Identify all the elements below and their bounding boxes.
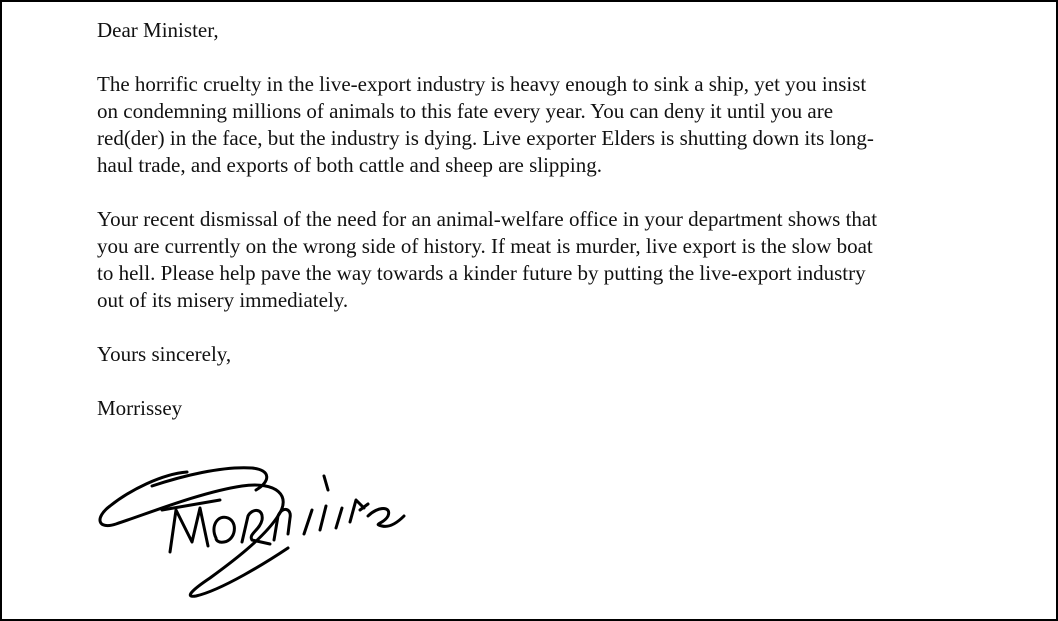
paragraph-line: on condemning millions of animals to this fate every year. You can deny it until you are	[97, 99, 834, 123]
paragraph-line: Your recent dismissal of the need for an animal-welfare office in your department shows that	[97, 207, 878, 231]
letter-closing: Yours sincerely,	[97, 342, 232, 366]
paragraph-line: The horrific cruelty in the live-export industry is heavy enough to sink a ship, yet you insist	[97, 72, 867, 96]
paragraph-line: to hell. Please help pave the way towards a kinder future by putting the live-export industry	[97, 261, 866, 285]
letter-body	[97, 17, 987, 422]
letter-greeting: Dear Minister,	[97, 18, 219, 42]
handwritten-signature	[92, 450, 422, 610]
letter-paragraph-1	[97, 71, 987, 179]
paragraph-line: haul trade, and exports of both cattle and sheep are slipping.	[97, 153, 603, 177]
paragraph-line: red(der) in the face, but the industry is dying. Live exporter Elders is shutting down its long-	[97, 126, 874, 150]
signatory-name: Morrissey	[97, 396, 183, 420]
paragraph-line: out of its misery immediately.	[97, 288, 349, 312]
letter-paragraph-2	[97, 206, 987, 314]
paragraph-line: you are currently on the wrong side of history. If meat is murder, live export is the slow boat	[97, 234, 873, 258]
